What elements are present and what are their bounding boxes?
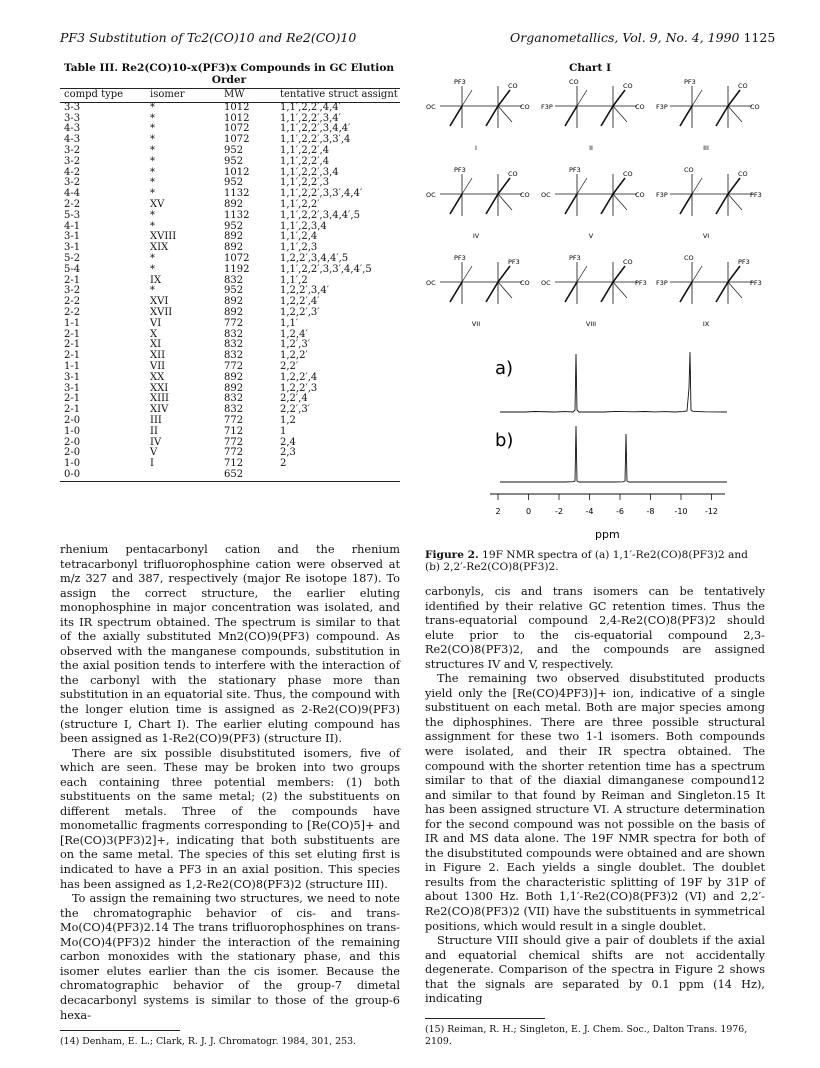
bond-line (692, 266, 702, 282)
ligand-label: CO (520, 279, 530, 287)
running-header-right (510, 30, 775, 45)
bond-line (680, 106, 692, 126)
structure-label: VIII (585, 320, 597, 328)
cell-mw: 892 (224, 198, 244, 210)
cell-compd-type: 2-1 (64, 393, 81, 405)
cell-mw: 1072 (224, 252, 250, 264)
cell-struct-assignt: 1,2,2′,3,4′ (280, 285, 330, 297)
cell-mw: 952 (224, 155, 244, 167)
cell-mw: 832 (224, 274, 244, 286)
cell-isomer: XIX (150, 242, 169, 254)
cell-compd-type: 2-1 (64, 350, 81, 362)
structure-label: VI (702, 232, 710, 240)
cell-compd-type: 5-4 (64, 263, 81, 275)
cell-isomer: XI (150, 339, 162, 351)
table-title-text: Re2(CO)10-x(PF3)x Compounds in GC Elution Order (121, 62, 395, 86)
cell-struct-assignt: 2,2′,4 (280, 393, 308, 405)
cell-mw: 952 (224, 220, 244, 232)
cell-struct-assignt: 1,1′,2,2′,4 (280, 155, 330, 167)
cell-struct-assignt: 1,1′,2,2′,3,4,4′,5 (280, 209, 360, 221)
ligand-label: OC (426, 191, 436, 199)
bond-line (601, 194, 613, 214)
cell-isomer: * (150, 144, 155, 156)
bond-line (498, 194, 512, 210)
cell-isomer: * (150, 285, 155, 297)
spectrum-b-trace (500, 426, 727, 482)
structure-ii (541, 78, 645, 152)
cell-isomer: III (150, 414, 162, 426)
cell-struct-assignt: 1 (280, 425, 287, 437)
cell-compd-type: 4-3 (64, 123, 81, 135)
ligand-label: PF3 (454, 254, 466, 262)
cell-mw: 1012 (224, 166, 250, 178)
bond-line (613, 266, 625, 282)
ligand-label: PF3 (750, 279, 762, 287)
cell-struct-assignt: 1,1′,2,2′,3,3′,4,4′ (280, 188, 363, 200)
ligand-label: CO (738, 170, 748, 178)
cell-struct-assignt: 1,2,4′ (280, 328, 308, 340)
cell-compd-type: 0-0 (60, 470, 150, 481)
cell-isomer: VII (150, 360, 166, 372)
cell-struct-assignt: 1,1′,2,2′,3,4 (280, 166, 339, 178)
cell-struct-assignt: 2,2′ (280, 360, 299, 372)
cell-isomer: * (150, 134, 155, 146)
chart-structures (420, 74, 765, 344)
bond-line (577, 178, 587, 194)
table-title (58, 62, 400, 86)
bond-line (692, 178, 702, 194)
cell-mw: 1072 (224, 134, 250, 146)
cell-isomer: * (150, 155, 155, 167)
cell-compd-type: 3-1 (64, 382, 81, 394)
cell-mw: 892 (224, 382, 244, 394)
cell-compd-type: 2-1 (64, 339, 81, 351)
ligand-label: PF3 (738, 258, 750, 266)
bond-line (498, 106, 512, 122)
bond-line (716, 282, 728, 302)
table-row (60, 211, 400, 222)
ligand-label: PF3 (454, 166, 466, 174)
cell-compd-type: 2-0 (64, 447, 81, 459)
footnote-14: (14) Denham, E. L.; Clark, R. J. J. Chromatogr. 1984, 301, 253. (60, 1036, 357, 1047)
bond-line (565, 106, 577, 126)
ligand-label: CO (508, 170, 518, 178)
cell-mw: 772 (224, 414, 244, 426)
cell-struct-assignt: 2,4 (280, 436, 296, 448)
cell-isomer: * (150, 177, 155, 189)
ligand-label: CO (508, 82, 518, 90)
bond-line (613, 282, 627, 298)
col-header-isomer: isomer (150, 89, 224, 103)
cell-mw: 712 (224, 458, 244, 470)
cell-struct-assignt: 1,1′,2,3 (280, 242, 318, 254)
cell-struct-assignt: 1,2,2′ (280, 350, 308, 362)
structure-iii (656, 78, 760, 152)
cell-struct-assignt: 1,1′,2,2′,3 (280, 177, 330, 189)
ligand-label: F3P (656, 279, 668, 287)
bond-line (498, 90, 510, 106)
bond-line (728, 178, 740, 194)
structure-v (541, 166, 645, 240)
bond-line (680, 194, 692, 214)
cell-compd-type: 3-2 (64, 155, 81, 167)
cell-compd-type: 2-0 (64, 414, 81, 426)
cell-mw: 892 (224, 296, 244, 308)
cell-isomer: XII (150, 350, 166, 362)
cell-isomer: II (150, 425, 158, 437)
paragraph: Structure VIII should give a pair of doublets if the axial and equatorial chemical shifts are not accidentally degenerate. Comparison of the spectra in Figure 2 shows that the signals are separated by 0.1 ppm (14 Hz), indicating (425, 934, 765, 1006)
x-tick-label: -8 (646, 507, 655, 516)
cell-isomer: XX (150, 371, 165, 383)
cell-isomer: I (150, 458, 154, 470)
journal-citation: Organometallics, Vol. 9, No. 4, 1990 (510, 30, 740, 45)
cell-struct-assignt: 1,2,2′,4 (280, 371, 318, 383)
ligand-label: PF3 (454, 78, 466, 86)
cell-struct-assignt: 1,1′,2,2′,3,3′,4,4′,5 (280, 263, 372, 275)
cell-struct-assignt: 1,1′,2 (280, 274, 308, 286)
structure-iv (426, 166, 530, 240)
spectrum-a-trace (500, 352, 727, 412)
cell-isomer: V (150, 447, 158, 459)
ligand-label: CO (635, 103, 645, 111)
col-header-mw: MW (224, 89, 280, 103)
bond-line (498, 266, 510, 282)
cell-mw: 892 (224, 231, 244, 243)
cell-isomer: XVI (150, 296, 169, 308)
bond-line (601, 282, 613, 302)
cell-isomer: * (150, 166, 155, 178)
bond-line (577, 266, 587, 282)
table-header-row (60, 89, 400, 103)
paragraph: rhenium pentacarbonyl cation and the rhenium tetracarbonyl trifluorophosphine cation were observed at m/z 327 and 387, respectively (major Re isotope 187). To assign the correct structure, the earlier eluting monophosphine in major concentration was isolated, and its IR spectrum obtained. The spectrum is similar to that of the axially substituted Mn2(CO)9(PF3) compound. As observed with the manganese compounds, substitution in the axial position tends to interfere with the interaction of the carbonyl with the stationary phase more than substitution in an equatorial site. Thus, the compound with the longer elution time is assigned as 2-Re2(CO)9(PF3) (structure I, Chart I). The earlier eluting compound has been assigned as 1-Re2(CO)9(PF3) (structure II). (60, 543, 400, 746)
figure-caption-text: 19F NMR spectra of (a) 1,1′-Re2(CO)8(PF3)2 and (b) 2,2′-Re2(CO)8(PF3)2. (425, 549, 748, 574)
cell-compd-type: 3-1 (64, 371, 81, 383)
cell-compd-type: 2-2 (64, 198, 81, 210)
structure-ix (656, 254, 762, 328)
cell-struct-assignt: 1,1′,2,2′,3,4′ (280, 112, 341, 124)
spectrum-b-label: b) (495, 430, 514, 451)
paragraph: carbonyls, cis and trans isomers can be tentatively identified by their relative GC retention times. Thus the trans-equatorial compound 2,4-Re2(CO)8(PF3)2 should elute prior to the cis-equatorial compound 2,3-Re2(CO)8(PF3)2, and the compounds are assigned structures IV and V, respectively. (425, 585, 765, 671)
cell-struct-assignt: 1,1′,2,2′,3,3′,4 (280, 134, 351, 146)
x-tick-label: 2 (495, 507, 501, 516)
table-row (60, 470, 400, 481)
cell-struct-assignt: 1,2,2′,4′ (280, 296, 320, 308)
cell-isomer: * (150, 220, 155, 232)
cell-struct-assignt: 1,1′,2,2′,4,4′ (280, 101, 341, 113)
ligand-label: PF3 (635, 279, 647, 287)
cell-struct-assignt: 1,1′,2,2′,3,4,4′ (280, 123, 351, 135)
bond-line (692, 90, 702, 106)
bond-line (728, 282, 742, 298)
cell-mw: 772 (224, 360, 244, 372)
table-body (60, 102, 400, 481)
bond-line (728, 106, 742, 122)
x-tick-label: -12 (704, 507, 719, 516)
table-row (60, 265, 400, 276)
bond-line (601, 106, 613, 126)
cell-mw: 1012 (224, 101, 250, 113)
cell-compd-type: 5-2 (64, 252, 81, 264)
cell-isomer: XIV (150, 404, 169, 416)
footnote-rule (60, 1030, 180, 1031)
structure-label: I (475, 144, 477, 152)
cell-mw: 832 (224, 339, 244, 351)
structure-label: IX (702, 320, 710, 328)
cell-compd-type: 2-2 (64, 306, 81, 318)
structure-label: III (703, 144, 709, 152)
bond-line (716, 106, 728, 126)
structure-viii (541, 254, 647, 328)
x-axis-label: ppm (595, 528, 620, 541)
figure-caption (425, 549, 763, 574)
structure-vii (426, 254, 530, 328)
cell-compd-type: 4-4 (64, 188, 81, 200)
cell-mw: 772 (224, 317, 244, 329)
nmr-figure (465, 348, 745, 544)
table-row (60, 427, 400, 438)
cell-struct-assignt: 1,2 (280, 414, 296, 426)
cell-isomer: IX (150, 274, 162, 286)
cell-compd-type: 2-1 (64, 274, 81, 286)
page-number: 1125 (743, 30, 776, 45)
cell-struct-assignt: 2 (280, 458, 287, 470)
ligand-label: CO (750, 103, 760, 111)
cell-mw: 1132 (224, 188, 250, 200)
paragraph: To assign the remaining two structures, we need to note the chromatographic behavior of cis- and trans-Mo(CO)4(PF3)2.14 The trans trifluorophosphines on trans-Mo(CO)4(PF3)2 hinder the interaction of the remaining carbon monoxides with the stationary phase, and this isomer elutes earlier than the cis isomer. Because the chromatographic behavior of the group-7 dimetal decacarbonyl systems is similar to those of the group-6 hexa- (60, 892, 400, 1022)
table-label: Table III. (63, 62, 119, 74)
cell-compd-type: 3-2 (64, 177, 81, 189)
ligand-label: F3P (656, 191, 668, 199)
cell-mw: 892 (224, 371, 244, 383)
cell-compd-type: 1-0 (64, 458, 81, 470)
cell-struct-assignt: 1,2,2′,3′ (280, 306, 320, 318)
ligand-label: CO (623, 82, 633, 90)
cell-struct-assignt: 1,2,2′,3 (280, 382, 318, 394)
cell-isomer: * (150, 188, 155, 200)
cell-isomer: X (150, 328, 158, 340)
cell-compd-type: 4-3 (64, 134, 81, 146)
cell-isomer: XVII (150, 306, 173, 318)
cell-struct-assignt: 1,1′ (280, 317, 299, 329)
ligand-label: CO (684, 254, 694, 262)
figure-caption-label: Figure 2. (425, 549, 479, 561)
bond-line (613, 90, 625, 106)
spectrum-a-label: a) (495, 358, 514, 379)
ligand-label: PF3 (750, 191, 762, 199)
bond-line (498, 282, 512, 298)
bond-line (728, 90, 740, 106)
cell-mw: 952 (224, 177, 244, 189)
cell-mw: 772 (224, 436, 244, 448)
cell-compd-type: 3-1 (64, 231, 81, 243)
cell-mw: 892 (224, 306, 244, 318)
structure-label: IV (472, 232, 480, 240)
cell-compd-type: 3-3 (64, 101, 81, 113)
bond-line (728, 194, 742, 210)
ligand-label: CO (635, 191, 645, 199)
bond-line (450, 106, 462, 126)
cell-struct-assignt: 1,1′,2,2′ (280, 198, 320, 210)
cell-struct-assignt: 1,1′,2,3,4 (280, 220, 327, 232)
bond-line (486, 194, 498, 214)
ligand-label: OC (426, 103, 436, 111)
structure-i (426, 78, 530, 152)
cell-mw: 1072 (224, 123, 250, 135)
cell-isomer: * (150, 263, 155, 275)
cell-struct-assignt: 2,3 (280, 447, 296, 459)
bond-line (565, 194, 577, 214)
cell-compd-type: 3-3 (64, 112, 81, 124)
x-axis-ticks (495, 494, 718, 516)
cell-compd-type: 1-1 (64, 317, 81, 329)
cell-isomer: * (150, 123, 155, 135)
cell-mw: 1132 (224, 209, 250, 221)
ligand-label: F3P (541, 103, 553, 111)
cell-struct-assignt: 1,1′,2,2′,4 (280, 144, 330, 156)
x-tick-label: -4 (585, 507, 594, 516)
cell-compd-type: 2-1 (64, 328, 81, 340)
cell-isomer: * (150, 252, 155, 264)
cell-compd-type: 1-0 (64, 425, 81, 437)
chart-title: Chart I (568, 62, 612, 74)
cell-mw: 712 (224, 425, 244, 437)
bond-line (486, 282, 498, 302)
ligand-label: CO (520, 103, 530, 111)
cell-isomer: XVIII (150, 231, 177, 243)
cell-struct-assignt: 1,2,2′,3,4,4′,5 (280, 252, 349, 264)
ligand-label: CO (684, 166, 694, 174)
structure-vi (656, 166, 762, 240)
ligand-label: OC (426, 279, 436, 287)
col-header-compd-type: compd type (60, 89, 150, 103)
cell-struct-assignt (280, 470, 400, 481)
bond-line (613, 178, 625, 194)
paragraph: The remaining two observed disubstituted products yield only the [Re(CO)4PF3)]+ ion, indicative of a single substituent on each metal. Both are major species among the diphosphines. There are three possible structural assignment for these two 1-1 isomers. Both compounds were isolated, and their IR spectra obtained. The compound with the shorter retention time has a spectrum similar to that of the diaxial dimanganese compound12 and similar to that found by Reiman and Singleton.15 It has been assigned structure VI. A structure determination for the second compound was not possible on the basis of IR and MS data alone. The 19F NMR spectra for both of the disubstituted compounds were obtained and are shown in Figure 2. Each yields a single doublet. The doublet results from the characteristic splitting of 19F by 31P of about 1300 Hz. Both 1,1′-Re2(CO)8(PF3)2 (VI) and 2,2′-Re2(CO)8(PF3)2 (VII) have the substituents in symmetrical positions, which would result in a single doublet. (425, 672, 765, 933)
structure-label: II (589, 144, 593, 152)
cell-compd-type: 3-2 (64, 285, 81, 297)
x-tick-label: -2 (555, 507, 563, 516)
bond-line (462, 90, 472, 106)
left-column-text (60, 543, 400, 1023)
cell-compd-type: 4-1 (64, 220, 81, 232)
footnote-15: (15) Reiman, R. H.; Singleton, E. J. Chem. Soc., Dalton Trans. 1976, 2109. (425, 1024, 748, 1047)
cell-struct-assignt: 1,2′,3′ (280, 339, 310, 351)
gc-elution-table (60, 88, 400, 482)
table-row (60, 102, 400, 113)
cell-isomer: XXI (150, 382, 169, 394)
structure-label: VII (471, 320, 481, 328)
cell-isomer: XV (150, 198, 165, 210)
cell-mw: 892 (224, 242, 244, 254)
cell-compd-type: 2-1 (64, 404, 81, 416)
cell-struct-assignt: 1,1′,2,4 (280, 231, 318, 243)
cell-compd-type: 5-3 (64, 209, 81, 221)
table-row (60, 373, 400, 384)
bond-line (577, 90, 587, 106)
ligand-label: CO (623, 170, 633, 178)
cell-isomer (150, 470, 224, 481)
cell-mw: 832 (224, 404, 244, 416)
ligand-label: PF3 (569, 254, 581, 262)
x-tick-label: -10 (674, 507, 688, 516)
cell-compd-type: 1-1 (64, 360, 81, 372)
cell-mw: 652 (224, 470, 280, 481)
bond-line (450, 282, 462, 302)
bond-line (613, 106, 627, 122)
ligand-label: CO (569, 78, 579, 86)
cell-compd-type: 2-0 (64, 436, 81, 448)
bond-line (462, 266, 472, 282)
cell-compd-type: 2-2 (64, 296, 81, 308)
table-row (60, 157, 400, 168)
ligand-label: OC (541, 191, 551, 199)
bond-line (450, 194, 462, 214)
ligand-label: PF3 (684, 78, 696, 86)
bond-line (728, 266, 740, 282)
cell-isomer: IV (150, 436, 162, 448)
cell-isomer: * (150, 101, 155, 113)
bond-line (716, 194, 728, 214)
footnote-rule (425, 1018, 545, 1019)
bond-line (680, 282, 692, 302)
cell-compd-type: 3-1 (64, 242, 81, 254)
cell-struct-assignt: 2,2′,3′ (280, 404, 310, 416)
cell-isomer: XIII (150, 393, 169, 405)
bond-line (613, 194, 627, 210)
cell-mw: 832 (224, 328, 244, 340)
cell-mw: 772 (224, 447, 244, 459)
cell-mw: 952 (224, 285, 244, 297)
cell-isomer: * (150, 209, 155, 221)
ligand-label: CO (520, 191, 530, 199)
cell-compd-type: 4-2 (64, 166, 81, 178)
bond-line (486, 106, 498, 126)
ligand-label: CO (738, 82, 748, 90)
table-row (60, 319, 400, 330)
col-header-struct-assignt: tentative struct assignt (280, 89, 400, 103)
ligand-label: PF3 (569, 166, 581, 174)
bond-line (498, 178, 510, 194)
bond-line (462, 178, 472, 194)
bond-line (565, 282, 577, 302)
ligand-label: CO (623, 258, 633, 266)
ligand-label: PF3 (508, 258, 520, 266)
structure-label: V (588, 232, 594, 240)
cell-isomer: * (150, 112, 155, 124)
cell-mw: 832 (224, 393, 244, 405)
cell-compd-type: 3-2 (64, 144, 81, 156)
paragraph: There are six possible disubstituted isomers, five of which are seen. These may be broken into two groups each containing three potential members: (1) both substituents on the same metal; (2) the substituents on different metals. Three of the compounds have monometallic fragments corresponding to [Re(CO)5]+ and [Re(CO)3(PF3)2]+, indicating that both substituents are on the same metal. The species of this set eluting first is indicated to have a PF3 in an axial position. This species has been assigned as 1,2-Re2(CO)8(PF3)2 (structure III). (60, 746, 400, 891)
x-tick-label: 0 (525, 507, 532, 516)
cell-isomer: VI (150, 317, 162, 329)
cell-mw: 1012 (224, 112, 250, 124)
ligand-label: F3P (656, 103, 668, 111)
cell-mw: 952 (224, 144, 244, 156)
cell-mw: 1192 (224, 263, 250, 275)
x-tick-label: -6 (616, 507, 624, 516)
running-header-left: PF3 Substitution of Tc2(CO)10 and Re2(CO)10 (60, 30, 357, 45)
cell-mw: 832 (224, 350, 244, 362)
ligand-label: OC (541, 279, 551, 287)
right-column-text (425, 585, 765, 1007)
